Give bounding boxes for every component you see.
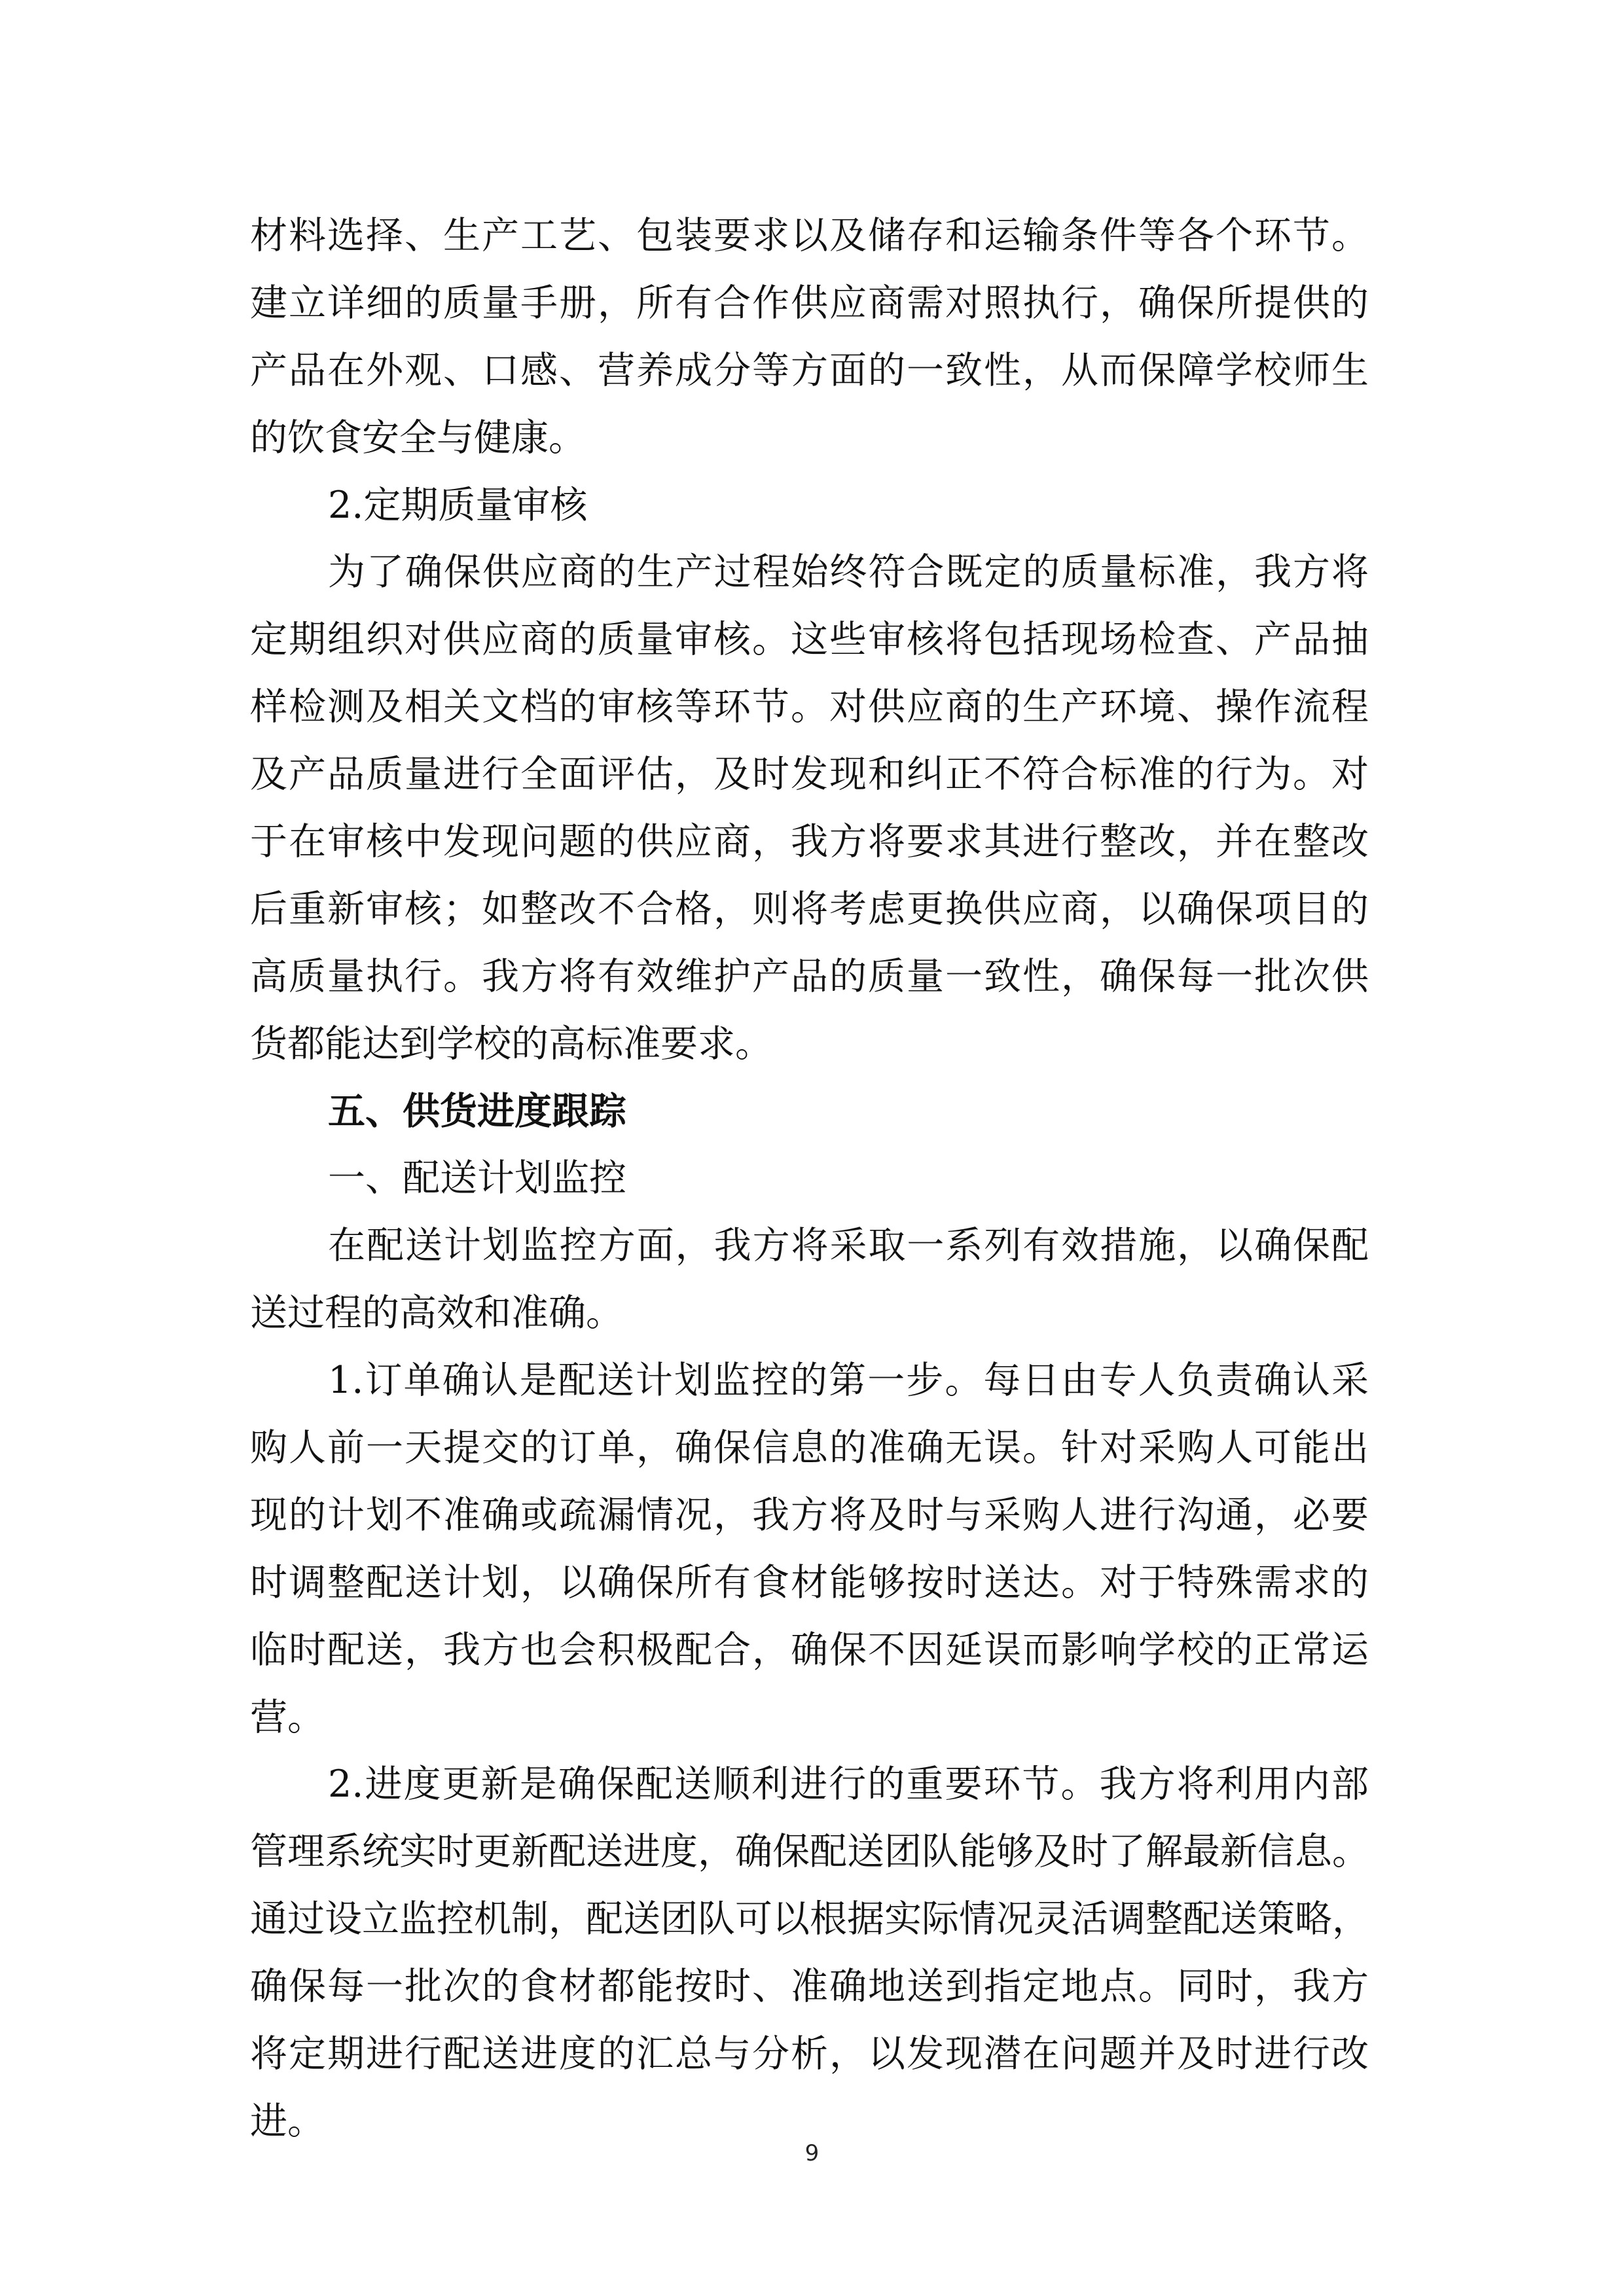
text-line: 现的计划不准确或疏漏情况，我方将及时与采购人进行沟通，必要 bbox=[250, 1493, 1369, 1537]
paragraph bbox=[250, 472, 1369, 539]
text-line: 在配送计划监控方面，我方将采取一系列有效措施，以确保配 bbox=[328, 1224, 1369, 1268]
text-line: 及产品质量进行全面评估，及时发现和纠正不符合标准的行为。对 bbox=[250, 753, 1369, 797]
page-number: 9 bbox=[804, 2140, 820, 2166]
text-line: 的饮食安全与健康。 bbox=[250, 416, 586, 459]
text-line: 购人前一天提交的订单，确保信息的准确无误。针对采购人可能出 bbox=[250, 1426, 1369, 1470]
text-line: 送过程的高效和准确。 bbox=[250, 1291, 623, 1335]
text-line: 确保每一批次的食材都能按时、准确地送到指定地点。同时，我方 bbox=[250, 1965, 1369, 2009]
text-line: 高质量执行。我方将有效维护产品的质量一致性，确保每一批次供 bbox=[250, 954, 1369, 998]
text-line: 定期组织对供应商的质量审核。这些审核将包括现场检查、产品抽 bbox=[250, 618, 1369, 662]
document-body bbox=[250, 202, 1369, 2155]
text-line: 一、配送计划监控 bbox=[328, 1157, 626, 1200]
text-line: 2.进度更新是确保配送顺利进行的重要环节。我方将利用内部 bbox=[328, 1763, 1369, 1806]
section-heading bbox=[250, 1078, 1369, 1145]
text-line: 1.订单确认是配送计划监控的第一步。每日由专人负责确认采 bbox=[328, 1359, 1369, 1403]
text-line: 时调整配送计划，以确保所有食材能够按时送达。对于特殊需求的 bbox=[250, 1560, 1369, 1604]
paragraph bbox=[250, 539, 1369, 1077]
text-line: 货都能达到学校的高标准要求。 bbox=[250, 1022, 772, 1066]
text-line: 2.定期质量审核 bbox=[328, 483, 588, 527]
text-line: 营。 bbox=[250, 1695, 325, 1739]
text-line: 样检测及相关文档的审核等环节。对供应商的生产环境、操作流程 bbox=[250, 685, 1369, 729]
paragraph bbox=[250, 1751, 1369, 2155]
paragraph bbox=[250, 1347, 1369, 1751]
text-line: 材料选择、生产工艺、包装要求以及储存和运输条件等各个环节。 bbox=[250, 214, 1369, 257]
text-line: 进。 bbox=[250, 2099, 325, 2143]
text-line: 后重新审核；如整改不合格，则将考虑更换供应商，以确保项目的 bbox=[250, 887, 1369, 931]
text-line: 建立详细的质量手册，所有合作供应商需对照执行，确保所提供的 bbox=[250, 281, 1369, 325]
text-line: 五、供货进度跟踪 bbox=[328, 1089, 626, 1133]
text-line: 为了确保供应商的生产过程始终符合既定的质量标准，我方将 bbox=[328, 550, 1369, 594]
text-line: 临时配送，我方也会积极配合，确保不因延误而影响学校的正常运 bbox=[250, 1628, 1369, 1672]
text-line: 将定期进行配送进度的汇总与分析，以发现潜在问题并及时进行改 bbox=[250, 2032, 1369, 2076]
text-line: 管理系统实时更新配送进度，确保配送团队能够及时了解最新信息。 bbox=[250, 1830, 1369, 1874]
paragraph bbox=[250, 202, 1369, 472]
paragraph bbox=[250, 1212, 1369, 1347]
text-line: 通过设立监控机制，配送团队可以根据实际情况灵活调整配送策略， bbox=[250, 1897, 1369, 1941]
text-line: 产品在外观、口感、营养成分等方面的一致性，从而保障学校师生 bbox=[250, 348, 1369, 392]
paragraph bbox=[250, 1145, 1369, 1212]
text-line: 于在审核中发现问题的供应商，我方将要求其进行整改，并在整改 bbox=[250, 820, 1369, 864]
